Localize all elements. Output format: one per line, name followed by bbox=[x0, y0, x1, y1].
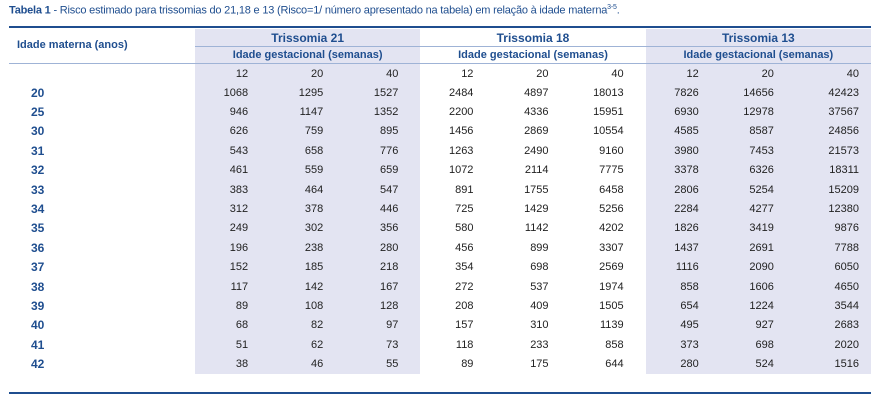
table-bottom-rule bbox=[9, 392, 871, 394]
risk-value-cell: 233 bbox=[530, 338, 549, 351]
risk-value-cell: 580 bbox=[455, 222, 474, 235]
risk-value-cell: 2806 bbox=[646, 180, 721, 199]
risk-value-cell: 461 bbox=[195, 161, 270, 180]
risk-value-cell: 2683 bbox=[796, 316, 871, 335]
risk-value-cell: 238 bbox=[270, 238, 345, 257]
row-age-cell: 42 bbox=[31, 357, 45, 372]
risk-value-cell: 1429 bbox=[524, 203, 549, 216]
table-row bbox=[9, 296, 871, 315]
risk-value-cell: 37567 bbox=[796, 102, 871, 121]
risk-value-cell: 2020 bbox=[796, 335, 871, 354]
risk-value-cell: 1352 bbox=[345, 102, 420, 121]
table-row bbox=[9, 258, 871, 277]
week-header: 12 bbox=[195, 64, 270, 84]
risk-value-cell: 547 bbox=[345, 180, 420, 199]
risk-value-cell: 18311 bbox=[796, 161, 871, 180]
risk-value-cell: 142 bbox=[270, 277, 345, 296]
table-row bbox=[9, 141, 871, 160]
risk-value-cell: 356 bbox=[345, 219, 420, 238]
risk-value-cell: 118 bbox=[455, 338, 474, 351]
risk-value-cell: 272 bbox=[455, 280, 474, 293]
risk-value-cell: 62 bbox=[270, 335, 345, 354]
risk-value-cell: 698 bbox=[530, 261, 549, 274]
risk-value-cell: 108 bbox=[270, 296, 345, 315]
risk-value-cell: 208 bbox=[455, 299, 474, 312]
weeks-header-row bbox=[9, 64, 871, 84]
risk-value-cell: 524 bbox=[721, 354, 796, 373]
risk-value-cell: 2284 bbox=[646, 199, 721, 218]
risk-value-cell: 4336 bbox=[524, 106, 549, 119]
caption-end: . bbox=[616, 4, 620, 17]
risk-value-cell: 383 bbox=[195, 180, 270, 199]
risk-value-cell: 899 bbox=[530, 241, 549, 254]
risk-value-cell: 1755 bbox=[524, 183, 549, 196]
table-row bbox=[9, 335, 871, 354]
risk-value-cell: 21573 bbox=[796, 141, 871, 160]
risk-value-cell: 117 bbox=[195, 277, 270, 296]
risk-value-cell: 927 bbox=[721, 316, 796, 335]
risk-value-cell: 946 bbox=[195, 102, 270, 121]
table-row bbox=[9, 316, 871, 335]
risk-value-cell: 5254 bbox=[721, 180, 796, 199]
risk-value-cell: 51 bbox=[195, 335, 270, 354]
week-header: 12 bbox=[646, 64, 721, 84]
risk-value-cell: 10554 bbox=[593, 125, 624, 138]
risk-value-cell: 1068 bbox=[195, 83, 270, 102]
risk-value-cell: 2569 bbox=[599, 261, 624, 274]
risk-value-cell: 24856 bbox=[796, 122, 871, 141]
risk-value-cell: 6326 bbox=[721, 161, 796, 180]
row-age-cell: 41 bbox=[31, 337, 45, 352]
risk-value-cell: 1516 bbox=[796, 354, 871, 373]
risk-value-cell: 543 bbox=[195, 141, 270, 160]
risk-value-cell: 4585 bbox=[646, 122, 721, 141]
risk-value-cell: 1974 bbox=[599, 280, 624, 293]
risk-value-cell: 2484 bbox=[448, 86, 474, 99]
group-subtitle-trisomy-18: Idade gestacional (semanas) bbox=[420, 47, 645, 64]
risk-value-cell: 1505 bbox=[599, 299, 624, 312]
week-header: 20 bbox=[270, 64, 345, 84]
row-age-cell: 33 bbox=[31, 182, 45, 197]
table-row bbox=[9, 199, 871, 218]
week-header: 12 bbox=[461, 67, 474, 80]
risk-value-cell: 196 bbox=[195, 238, 270, 257]
risk-value-cell: 1606 bbox=[721, 277, 796, 296]
caption-label: Tabela 1 bbox=[9, 4, 51, 17]
risk-value-cell: 175 bbox=[530, 358, 549, 371]
table-body bbox=[9, 83, 871, 374]
table-row bbox=[9, 277, 871, 296]
risk-value-cell: 38 bbox=[195, 354, 270, 373]
risk-value-cell: 2490 bbox=[524, 144, 549, 157]
risk-value-cell: 2869 bbox=[524, 125, 549, 138]
row-age-cell: 31 bbox=[31, 143, 45, 158]
risk-value-cell: 644 bbox=[605, 358, 624, 371]
risk-value-cell: 7775 bbox=[599, 164, 624, 177]
table-row bbox=[9, 219, 871, 238]
risk-value-cell: 891 bbox=[455, 183, 474, 196]
table-row bbox=[9, 354, 871, 373]
table-row bbox=[9, 83, 871, 102]
risk-value-cell: 1527 bbox=[345, 83, 420, 102]
risk-value-cell: 446 bbox=[345, 199, 420, 218]
risk-value-cell: 15209 bbox=[796, 180, 871, 199]
risk-value-cell: 1295 bbox=[270, 83, 345, 102]
risk-value-cell: 152 bbox=[195, 258, 270, 277]
row-age-cell: 25 bbox=[31, 105, 45, 120]
risk-value-cell: 82 bbox=[270, 316, 345, 335]
risk-value-cell: 2114 bbox=[524, 164, 549, 177]
risk-value-cell: 858 bbox=[605, 338, 624, 351]
table-top-rule bbox=[9, 26, 871, 28]
risk-value-cell: 7788 bbox=[796, 238, 871, 257]
risk-value-cell: 6050 bbox=[796, 258, 871, 277]
risk-value-cell: 2200 bbox=[448, 106, 474, 119]
risk-value-cell: 1072 bbox=[448, 164, 474, 177]
risk-value-cell: 858 bbox=[646, 277, 721, 296]
risk-value-cell: 759 bbox=[270, 122, 345, 141]
row-age-cell: 40 bbox=[31, 318, 45, 333]
risk-value-cell: 3378 bbox=[646, 161, 721, 180]
risk-value-cell: 15951 bbox=[593, 106, 624, 119]
row-age-cell: 38 bbox=[31, 279, 45, 294]
risk-value-cell: 4202 bbox=[599, 222, 624, 235]
risk-value-cell: 4277 bbox=[721, 199, 796, 218]
risk-value-cell: 495 bbox=[646, 316, 721, 335]
risk-value-cell: 776 bbox=[345, 141, 420, 160]
risk-value-cell: 1147 bbox=[270, 102, 345, 121]
risk-value-cell: 310 bbox=[530, 319, 549, 332]
risk-value-cell: 280 bbox=[646, 354, 721, 373]
risk-value-cell: 42423 bbox=[796, 83, 871, 102]
risk-value-cell: 73 bbox=[345, 335, 420, 354]
risk-value-cell: 3980 bbox=[646, 141, 721, 160]
risk-value-cell: 654 bbox=[646, 296, 721, 315]
risk-value-cell: 7826 bbox=[646, 83, 721, 102]
risk-value-cell: 725 bbox=[455, 203, 474, 216]
risk-value-cell: 456 bbox=[455, 241, 474, 254]
risk-value-cell: 409 bbox=[530, 299, 549, 312]
risk-value-cell: 18013 bbox=[593, 86, 624, 99]
risk-value-cell: 4650 bbox=[796, 277, 871, 296]
caption-text: - Risco estimado para trissomias do 21,18 e 13 (Risco=1/ número apresentado na tabela) em relação à idade materna bbox=[50, 4, 608, 17]
weeks-row-corner bbox=[9, 64, 195, 84]
caption-reference: 3-5 bbox=[607, 4, 617, 11]
risk-table bbox=[9, 29, 871, 374]
group-title-trisomy-13: Trissomia 13 bbox=[646, 29, 871, 47]
risk-value-cell: 14656 bbox=[721, 83, 796, 102]
row-age-cell: 36 bbox=[31, 240, 45, 255]
group-subtitle-trisomy-13: Idade gestacional (semanas) bbox=[646, 47, 871, 64]
risk-value-cell: 185 bbox=[270, 258, 345, 277]
risk-value-cell: 157 bbox=[455, 319, 474, 332]
risk-value-cell: 167 bbox=[345, 277, 420, 296]
week-header: 20 bbox=[536, 67, 549, 80]
table-row bbox=[9, 122, 871, 141]
group-header-row bbox=[9, 29, 871, 47]
risk-value-cell: 559 bbox=[270, 161, 345, 180]
risk-value-cell: 89 bbox=[461, 358, 474, 371]
row-age-cell: 20 bbox=[31, 85, 45, 100]
risk-value-cell: 128 bbox=[345, 296, 420, 315]
risk-value-cell: 3307 bbox=[599, 241, 624, 254]
risk-value-cell: 55 bbox=[345, 354, 420, 373]
risk-value-cell: 659 bbox=[345, 161, 420, 180]
week-header: 40 bbox=[345, 64, 420, 84]
table-row bbox=[9, 238, 871, 257]
risk-value-cell: 97 bbox=[345, 316, 420, 335]
risk-value-cell: 1826 bbox=[646, 219, 721, 238]
risk-value-cell: 3544 bbox=[796, 296, 871, 315]
risk-value-cell: 9876 bbox=[796, 219, 871, 238]
risk-value-cell: 3419 bbox=[721, 219, 796, 238]
row-age-cell: 32 bbox=[31, 163, 45, 178]
week-header: 40 bbox=[796, 64, 871, 84]
risk-value-cell: 89 bbox=[195, 296, 270, 315]
risk-value-cell: 658 bbox=[270, 141, 345, 160]
risk-value-cell: 218 bbox=[345, 258, 420, 277]
risk-value-cell: 5256 bbox=[599, 203, 624, 216]
risk-value-cell: 8587 bbox=[721, 122, 796, 141]
risk-value-cell: 1456 bbox=[448, 125, 474, 138]
risk-value-cell: 1437 bbox=[646, 238, 721, 257]
table-row bbox=[9, 180, 871, 199]
risk-value-cell: 1142 bbox=[524, 222, 549, 235]
risk-value-cell: 378 bbox=[270, 199, 345, 218]
risk-value-cell: 626 bbox=[195, 122, 270, 141]
risk-value-cell: 7453 bbox=[721, 141, 796, 160]
row-age-cell: 37 bbox=[31, 260, 45, 275]
risk-value-cell: 2691 bbox=[721, 238, 796, 257]
risk-value-cell: 9160 bbox=[599, 144, 624, 157]
table-caption bbox=[9, 4, 879, 17]
risk-value-cell: 68 bbox=[195, 316, 270, 335]
age-column-header: Idade materna (anos) bbox=[9, 29, 195, 64]
risk-value-cell: 280 bbox=[345, 238, 420, 257]
risk-value-cell: 6930 bbox=[646, 102, 721, 121]
row-age-cell: 30 bbox=[31, 124, 45, 139]
risk-value-cell: 1139 bbox=[600, 319, 624, 332]
row-age-cell: 34 bbox=[31, 202, 45, 217]
group-subtitle-trisomy-21: Idade gestacional (semanas) bbox=[195, 47, 420, 64]
risk-value-cell: 6458 bbox=[599, 183, 624, 196]
risk-value-cell: 2090 bbox=[721, 258, 796, 277]
risk-value-cell: 46 bbox=[270, 354, 345, 373]
group-title-trisomy-18: Trissomia 18 bbox=[420, 29, 645, 47]
row-age-cell: 39 bbox=[31, 298, 45, 313]
group-title-trisomy-21: Trissomia 21 bbox=[195, 29, 420, 47]
risk-value-cell: 373 bbox=[646, 335, 721, 354]
risk-value-cell: 1224 bbox=[721, 296, 796, 315]
risk-value-cell: 537 bbox=[530, 280, 549, 293]
risk-value-cell: 895 bbox=[345, 122, 420, 141]
risk-value-cell: 464 bbox=[270, 180, 345, 199]
table-row bbox=[9, 102, 871, 121]
table-row bbox=[9, 161, 871, 180]
risk-value-cell: 1116 bbox=[646, 258, 721, 277]
risk-value-cell: 4897 bbox=[524, 86, 549, 99]
risk-value-cell: 312 bbox=[195, 199, 270, 218]
week-header: 40 bbox=[611, 67, 624, 80]
risk-value-cell: 12978 bbox=[721, 102, 796, 121]
risk-value-cell: 302 bbox=[270, 219, 345, 238]
week-header: 20 bbox=[721, 64, 796, 84]
risk-value-cell: 249 bbox=[195, 219, 270, 238]
risk-value-cell: 354 bbox=[455, 261, 474, 274]
risk-value-cell: 698 bbox=[721, 335, 796, 354]
risk-value-cell: 12380 bbox=[796, 199, 871, 218]
risk-value-cell: 1263 bbox=[448, 144, 474, 157]
row-age-cell: 35 bbox=[31, 221, 45, 236]
